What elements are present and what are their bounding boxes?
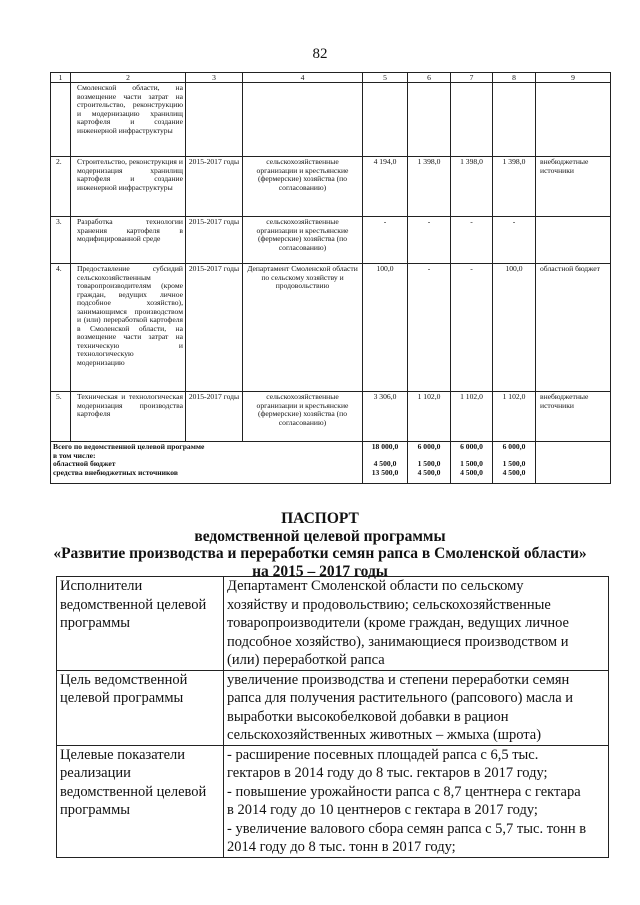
executors-label	[57, 577, 224, 671]
value-2015: -	[408, 217, 451, 264]
value-line: рапса для получения растительного (рапсового) масла и	[227, 690, 574, 706]
total-value: 4 194,0	[363, 157, 408, 217]
goal-value	[224, 670, 609, 745]
value-2015: 1 398,0	[408, 157, 451, 217]
table-row	[51, 264, 611, 392]
value-line: 2014 году до 8 тыс. тонн в 2017 году;	[227, 839, 456, 855]
value-line: выработки высокобелковой добавки в рацион	[227, 708, 509, 725]
value-2015	[408, 83, 451, 157]
value-line: в 2014 году до 10 центнеров с гектара в 2017 году;	[227, 802, 538, 818]
executors-value	[224, 577, 609, 671]
total-sum: 18 000,0	[371, 442, 399, 451]
label-line: программы	[60, 802, 130, 818]
value-line: хозяйству и продовольствию; сельскохозяйственные	[227, 596, 551, 613]
label-line: Цель ведомственной	[60, 671, 188, 688]
activity-period	[186, 83, 243, 157]
header-cell: 8	[493, 73, 536, 83]
total-extrabudgetary: 13 500,0	[371, 467, 399, 477]
activity-name: Предоставление субсидий сельскохозяйственным товаропроизводителям (кроме граждан, ведущих личное подсобное хозяйство), занимающимся производством и (или) переработкой картофеля в Смоленской области, на возмещение части затрат на техническую и технологическую модернизацию	[71, 264, 186, 392]
regional-2016: 1 500,0	[460, 459, 483, 468]
funding-source: внебюджетные источники	[536, 157, 611, 217]
row-number: 2.	[51, 157, 71, 217]
value-line: - повышение урожайности рапса с 8,7 центнера с гектара	[227, 783, 581, 800]
passport-title: ПАСПОРТ	[281, 510, 359, 527]
extrabudgetary-label: средства внебюджетных источников	[53, 467, 178, 477]
activity-period: 2015-2017 годы	[186, 392, 243, 442]
regional-budget-label: областной бюджет	[53, 459, 116, 468]
value-line: сельскохозяйственных животных – жмыха (шрота)	[227, 727, 542, 743]
label-line: ведомственной целевой	[60, 783, 207, 800]
value-2016: -	[451, 264, 493, 392]
total-2017-cell	[493, 442, 536, 484]
header-cell: 9	[536, 73, 611, 83]
label-line: Исполнители	[60, 578, 143, 594]
indicators-value	[224, 745, 609, 857]
passport-row-executors	[57, 577, 609, 671]
activity-executor: сельскохозяйственные организации и крестьянские (фермерские) хозяйства (по согласованию)	[243, 217, 363, 264]
row-number: 4.	[51, 264, 71, 392]
row-number: 5.	[51, 392, 71, 442]
value-2017: 1 102,0	[493, 392, 536, 442]
total-2016-cell	[451, 442, 493, 484]
activity-name: Разработка технологии хранения картофеля в модифицированной среде	[71, 217, 186, 264]
table-row	[51, 157, 611, 217]
header-cell: 2	[71, 73, 186, 83]
value-2015: -	[408, 264, 451, 392]
value-line: подсобное хозяйство), занимающиеся производством и	[227, 633, 569, 650]
page-number: 82	[312, 46, 328, 62]
value-2017: 100,0	[493, 264, 536, 392]
value-2017: 1 398,0	[493, 157, 536, 217]
funding-source: областной бюджет	[536, 264, 611, 392]
activity-period: 2015-2017 годы	[186, 157, 243, 217]
total-row	[51, 442, 611, 484]
activity-executor: сельскохозяйственные организации и крестьянские (фермерские) хозяйства (по согласованию)	[243, 157, 363, 217]
total-including-label: в том числе:	[53, 450, 96, 460]
extrabudgetary-2016: 4 500,0	[460, 467, 483, 477]
total-label-cell	[51, 442, 363, 484]
value-line: - расширение посевных площадей рапса с 6,5 тыс.	[227, 746, 539, 763]
label-line: программы	[60, 615, 130, 631]
value-2017: -	[493, 217, 536, 264]
label-line: целевой программы	[60, 690, 184, 706]
activity-period: 2015-2017 годы	[186, 217, 243, 264]
passport-table	[56, 576, 609, 858]
table-header-row	[51, 73, 611, 83]
funding-source: внебюджетные источники	[536, 392, 611, 442]
total-2016: 6 000,0	[460, 442, 483, 451]
label-line: реализации	[60, 765, 131, 781]
header-cell: 5	[363, 73, 408, 83]
total-2017: 6 000,0	[502, 442, 526, 451]
value-2016: 1 398,0	[451, 157, 493, 217]
value-line: - увеличение валового сбора семян рапса с 5,7 тыс. тонн в	[227, 820, 587, 837]
total-value: 100,0	[363, 264, 408, 392]
activity-name: Смоленской области, на возмещение части затрат на строительство, реконструкцию и модернизацию хранилищ картофеля и создание инженерной инфраструктуры	[71, 83, 186, 157]
value-2017	[493, 83, 536, 157]
activity-name: Техническая и технологическая модернизация производства картофеля	[71, 392, 186, 442]
regional-2017: 1 500,0	[502, 459, 526, 468]
header-cell: 1	[51, 73, 71, 83]
total-value: -	[363, 217, 408, 264]
value-2016: 1 102,0	[451, 392, 493, 442]
activity-period: 2015-2017 годы	[186, 264, 243, 392]
value-2016: -	[451, 217, 493, 264]
header-cell: 3	[186, 73, 243, 83]
header-cell: 4	[243, 73, 363, 83]
row-number	[51, 83, 71, 157]
value-2015: 1 102,0	[408, 392, 451, 442]
table-row	[51, 83, 611, 157]
value-line: товаропроизводители (кроме граждан, ведущих личное	[227, 615, 569, 631]
total-regional: 4 500,0	[373, 459, 397, 468]
extrabudgetary-2017: 4 500,0	[502, 467, 526, 477]
funding-source	[536, 83, 611, 157]
extrabudgetary-2015: 4 500,0	[417, 467, 441, 477]
total-2015-cell	[408, 442, 451, 484]
program-activities-table	[50, 72, 611, 484]
program-name: «Развитие производства и переработки семян рапса в Смоленской области»	[53, 545, 587, 562]
total-label: Всего по ведомственной целевой программе	[53, 442, 205, 451]
value-2016	[451, 83, 493, 157]
label-line: Целевые показатели	[60, 746, 186, 763]
goal-label	[57, 670, 224, 745]
value-line: (или) переработкой рапса	[227, 652, 385, 668]
row-number: 3.	[51, 217, 71, 264]
value-line: Департамент Смоленской области по сельскому	[227, 578, 524, 594]
indicators-label	[57, 745, 224, 857]
activity-name: Строительство, реконструкция и модернизация хранилищ картофеля и создание инженерной инфраструктуры	[71, 157, 186, 217]
value-line: увеличение производства и степени переработки семян	[227, 671, 570, 688]
activity-executor	[243, 83, 363, 157]
funding-source	[536, 217, 611, 264]
header-cell: 7	[451, 73, 493, 83]
passport-row-indicators	[57, 745, 609, 857]
passport-heading	[0, 510, 640, 580]
total-value	[363, 83, 408, 157]
value-line: гектаров в 2014 году до 8 тыс. гектаров в 2017 году;	[227, 765, 548, 781]
activity-executor: Департамент Смоленской области по сельскому хозяйству и продовольствию	[243, 264, 363, 392]
program-years: на 2015 – 2017 годы	[252, 562, 388, 580]
header-cell: 6	[408, 73, 451, 83]
total-sum-cell	[363, 442, 408, 484]
total-source-cell	[536, 442, 611, 484]
regional-2015: 1 500,0	[417, 459, 441, 468]
label-line: ведомственной целевой	[60, 596, 207, 613]
passport-subtitle: ведомственной целевой программы	[194, 527, 446, 545]
passport-row-goal	[57, 670, 609, 745]
table-row	[51, 392, 611, 442]
table-row	[51, 217, 611, 264]
total-2015: 6 000,0	[417, 442, 441, 451]
activity-executor: сельскохозяйственные организации и крестьянские (фермерские) хозяйства (по согласованию)	[243, 392, 363, 442]
total-value: 3 306,0	[363, 392, 408, 442]
